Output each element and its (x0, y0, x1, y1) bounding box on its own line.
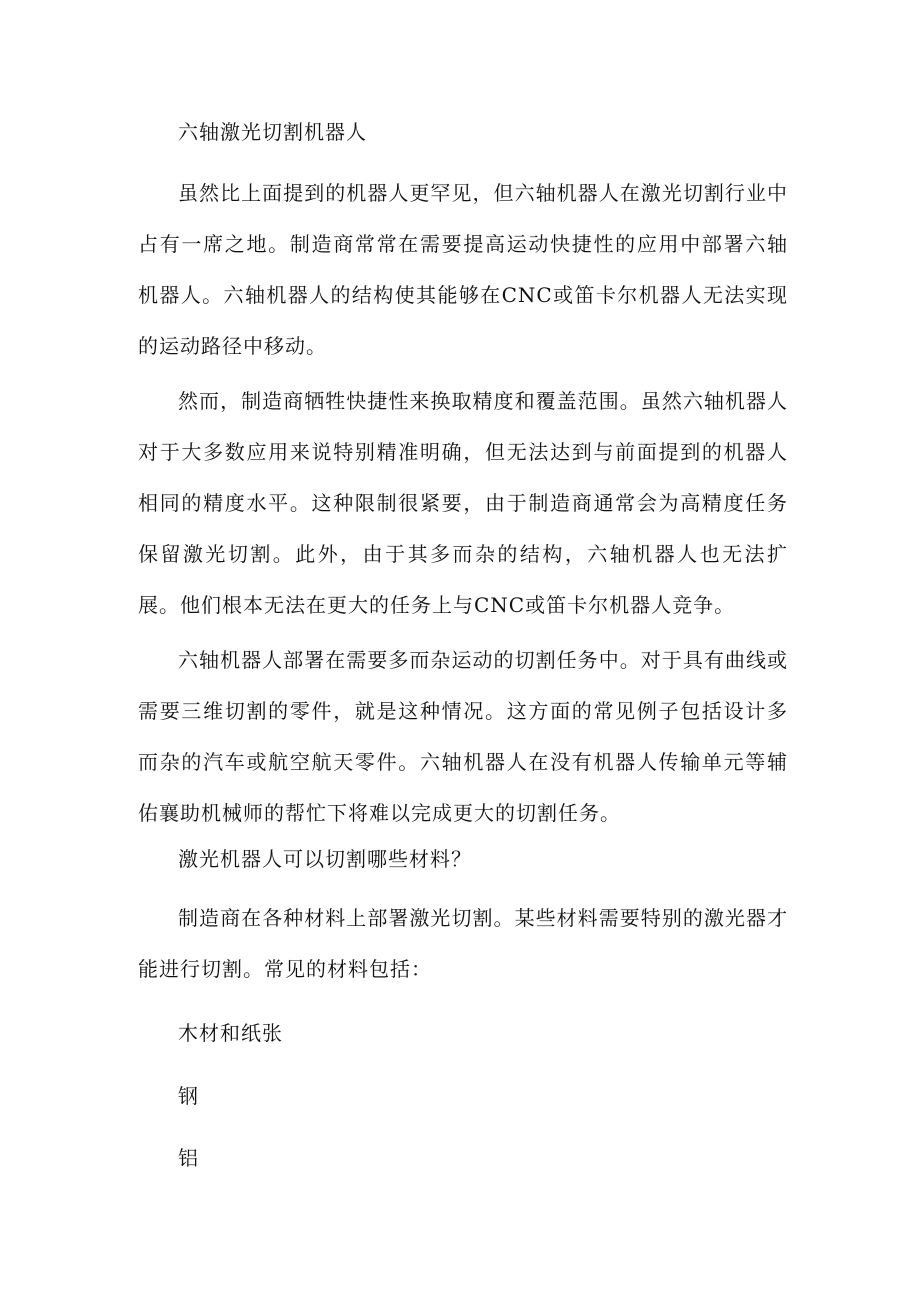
material-item-wood-paper: 木材和纸张 (178, 1021, 283, 1045)
material-item-aluminum: 铝 (178, 1146, 199, 1170)
paragraph-tradeoffs: 然而，制造商牺牲快捷性来换取精度和覆盖范围。虽然六轴机器人对于大多数应用来说特别精准明确，但无法达到与前面提到的机器人相同的精度水平。这种限制很紧要，由于制造商通常会为高精度任务保留激光切割。此外，由于其多而杂的结构，六轴机器人也无法扩展。他们根本无法在更大的任务上与CNC或笛卡尔机器人竞争。 (138, 389, 788, 617)
paragraph-use-cases: 六轴机器人部署在需要多而杂运动的切割任务中。对于具有曲线或需要三维切割的零件，就是这种情况。这方面的常见例子包括设计多而杂的汽车或航空航天零件。六轴机器人在没有机器人传输单元等辅佑襄助机械师的帮忙下将难以完成更大的切割任务。 (138, 648, 788, 825)
paragraph-six-axis-intro: 虽然比上面提到的机器人更罕见，但六轴机器人在激光切割行业中占有一席之地。制造商常常在需要提高运动快捷性的应用中部署六轴机器人。六轴机器人的结构使其能够在CNC或笛卡尔机器人无法实现的运动路径中移动。 (138, 181, 788, 358)
section-heading-six-axis-robot: 六轴激光切割机器人 (178, 120, 367, 144)
material-item-steel: 钢 (178, 1084, 199, 1108)
section-heading-materials: 激光机器人可以切割哪些材料？ (178, 847, 472, 871)
paragraph-materials-intro: 制造商在各种材料上部署激光切割。某些材料需要特别的激光器才能进行切割。常见的材料包括： (138, 906, 788, 981)
